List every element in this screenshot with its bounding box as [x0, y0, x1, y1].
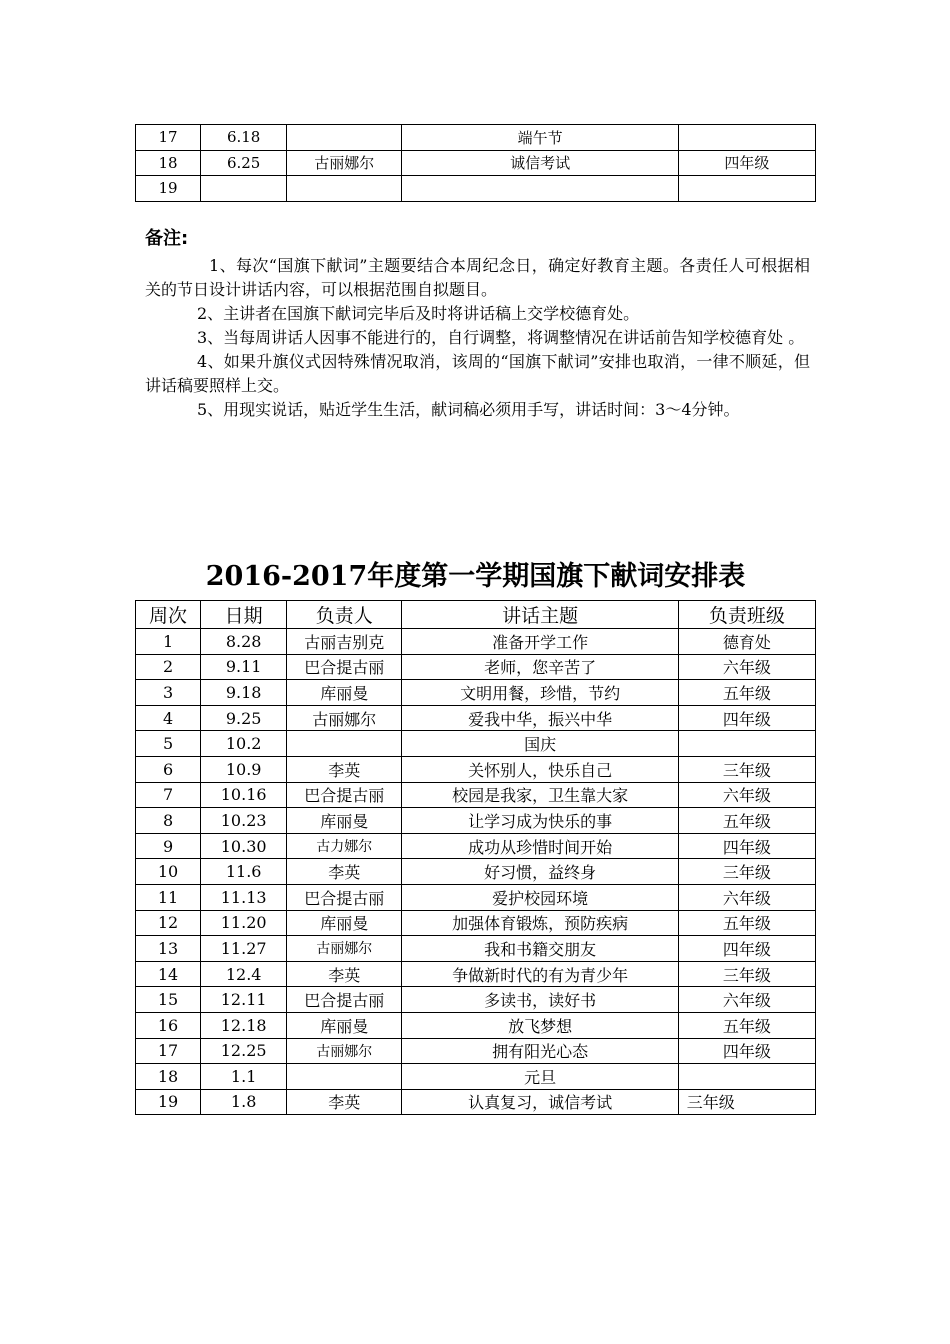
cell-topic: 端午节 [402, 125, 678, 151]
cell-week: 5 [136, 731, 201, 757]
cell-date: 12.4 [201, 961, 287, 987]
cell-date: 9.25 [201, 705, 287, 731]
header-grade: 负责班级 [678, 601, 815, 629]
cell-topic: 拥有阳光心态 [402, 1038, 678, 1064]
cell-week: 6 [136, 756, 201, 782]
cell-person: 李英 [287, 1089, 402, 1115]
cell-grade: 四年级 [678, 833, 815, 859]
cell-topic: 认真复习，诚信考试 [402, 1089, 678, 1115]
continued-schedule-body [136, 125, 816, 202]
cell-person [287, 1064, 402, 1090]
cell-grade: 三年级 [678, 756, 815, 782]
cell-date: 10.2 [201, 731, 287, 757]
table-row [136, 680, 816, 706]
cell-week: 11 [136, 884, 201, 910]
cell-topic: 文明用餐，珍惜，节约 [402, 680, 678, 706]
cell-grade: 三年级 [678, 859, 815, 885]
cell-topic [402, 176, 678, 202]
cell-person: 巴合提古丽 [287, 782, 402, 808]
cell-person: 古力娜尔 [287, 833, 402, 859]
cell-topic-merged: 元旦 [402, 1064, 678, 1090]
cell-grade: 四年级 [678, 1038, 815, 1064]
table-row [136, 1012, 816, 1038]
table-row [136, 808, 816, 834]
schedule-table [135, 600, 816, 1115]
notes-section [145, 226, 810, 422]
cell-date: 8.28 [201, 629, 287, 655]
table-row [136, 1038, 816, 1064]
table-header-row [136, 601, 816, 629]
cell-grade: 五年级 [678, 1012, 815, 1038]
cell-person: 古丽娜尔 [287, 936, 402, 962]
schedule-body [136, 629, 816, 1115]
table-row [136, 910, 816, 936]
cell-week: 14 [136, 961, 201, 987]
cell-person: 李英 [287, 756, 402, 782]
cell-week: 18 [136, 150, 201, 176]
header-topic: 讲话主题 [402, 601, 678, 629]
header-person: 负责人 [287, 601, 402, 629]
cell-topic: 老师，您辛苦了 [402, 654, 678, 680]
cell-grade [678, 176, 815, 202]
table-row [136, 731, 816, 757]
cell-grade [678, 125, 815, 151]
cell-week: 7 [136, 782, 201, 808]
cell-topic: 成功从珍惜时间开始 [402, 833, 678, 859]
cell-topic: 我和书籍交朋友 [402, 936, 678, 962]
cell-week: 19 [136, 1089, 201, 1115]
cell-grade: 德育处 [678, 629, 815, 655]
cell-grade: 四年级 [678, 936, 815, 962]
cell-person: 库丽曼 [287, 680, 402, 706]
cell-grade: 五年级 [678, 680, 815, 706]
cell-date: 10.30 [201, 833, 287, 859]
table-row [136, 1089, 816, 1115]
cell-person: 古丽娜尔 [287, 1038, 402, 1064]
cell-grade: 六年级 [678, 654, 815, 680]
cell-person: 古丽吉别克 [287, 629, 402, 655]
cell-date: 11.13 [201, 884, 287, 910]
cell-date: 12.18 [201, 1012, 287, 1038]
cell-week: 16 [136, 1012, 201, 1038]
cell-date: 6.25 [201, 150, 287, 176]
cell-topic: 加强体育锻炼，预防疾病 [402, 910, 678, 936]
cell-topic: 爱护校园环境 [402, 884, 678, 910]
cell-grade [678, 731, 815, 757]
table-row [136, 859, 816, 885]
cell-grade: 三年级 [678, 961, 815, 987]
cell-week: 19 [136, 176, 201, 202]
cell-week: 10 [136, 859, 201, 885]
cell-week: 9 [136, 833, 201, 859]
notes-heading: 备注: [145, 228, 189, 249]
cell-grade: 三年级 [678, 1089, 815, 1115]
note-item: 4、如果升旗仪式因特殊情况取消，该周的“国旗下献词”安排也取消，一律不顺延，但讲话稿要照样上交。 [145, 352, 810, 395]
cell-person: 李英 [287, 961, 402, 987]
cell-topic: 放飞梦想 [402, 1012, 678, 1038]
cell-grade: 六年级 [678, 884, 815, 910]
cell-grade: 五年级 [678, 808, 815, 834]
cell-week: 3 [136, 680, 201, 706]
table-row [136, 1064, 816, 1090]
table-row [136, 705, 816, 731]
cell-grade: 四年级 [678, 705, 815, 731]
table-row [136, 629, 816, 655]
note-item: 5、用现实说话，贴近学生生活，献词稿必须用手写，讲话时间：3～4分钟。 [197, 400, 740, 419]
cell-date: 9.11 [201, 654, 287, 680]
note-item: 3、当每周讲话人因事不能进行的，自行调整，将调整情况在讲话前告知学校德育处 。 [197, 328, 805, 347]
table-row [136, 125, 816, 151]
cell-date: 11.6 [201, 859, 287, 885]
cell-person [287, 731, 402, 757]
cell-date: 11.20 [201, 910, 287, 936]
cell-week: 12 [136, 910, 201, 936]
cell-date: 10.9 [201, 756, 287, 782]
cell-person: 库丽曼 [287, 910, 402, 936]
cell-week: 1 [136, 629, 201, 655]
cell-date: 10.16 [201, 782, 287, 808]
cell-person: 库丽曼 [287, 1012, 402, 1038]
cell-date: 9.18 [201, 680, 287, 706]
note-item: 2、主讲者在国旗下献词完毕后及时将讲话稿上交学校德育处。 [197, 304, 640, 323]
cell-week: 17 [136, 125, 201, 151]
cell-week: 18 [136, 1064, 201, 1090]
cell-date: 12.25 [201, 1038, 287, 1064]
cell-date: 10.23 [201, 808, 287, 834]
cell-grade: 六年级 [678, 987, 815, 1013]
cell-week: 17 [136, 1038, 201, 1064]
table-row [136, 884, 816, 910]
cell-person [287, 176, 402, 202]
table-row [136, 961, 816, 987]
cell-date: 12.11 [201, 987, 287, 1013]
cell-date: 1.8 [201, 1089, 287, 1115]
cell-topic: 爱我中华，振兴中华 [402, 705, 678, 731]
cell-week: 4 [136, 705, 201, 731]
cell-date: 6.18 [201, 125, 287, 151]
cell-date: 1.1 [201, 1064, 287, 1090]
cell-grade: 六年级 [678, 782, 815, 808]
table-row [136, 782, 816, 808]
cell-topic: 关怀别人，快乐自己 [402, 756, 678, 782]
cell-person: 古丽娜尔 [287, 705, 402, 731]
cell-grade: 五年级 [678, 910, 815, 936]
note-item: 1、每次“国旗下献词”主题要结合本周纪念日，确定好教育主题。各责任人可根据相关的节日设计讲话内容，可以根据范围自拟题目。 [145, 256, 810, 299]
table-row [136, 756, 816, 782]
schedule-title: 2016-2017年度第一学期国旗下献词安排表 [205, 561, 746, 592]
cell-topic: 准备开学工作 [402, 629, 678, 655]
cell-person: 巴合提古丽 [287, 884, 402, 910]
cell-date: 11.27 [201, 936, 287, 962]
table-row [136, 987, 816, 1013]
continued-schedule-table [135, 124, 816, 202]
cell-date [201, 176, 287, 202]
table-row [136, 936, 816, 962]
cell-topic: 多读书，读好书 [402, 987, 678, 1013]
cell-person: 巴合提古丽 [287, 654, 402, 680]
cell-topic: 校园是我家，卫生靠大家 [402, 782, 678, 808]
cell-person [287, 125, 402, 151]
cell-person: 古丽娜尔 [287, 150, 402, 176]
cell-person: 库丽曼 [287, 808, 402, 834]
cell-week: 13 [136, 936, 201, 962]
cell-person: 巴合提古丽 [287, 987, 402, 1013]
cell-week: 8 [136, 808, 201, 834]
cell-topic-merged: 国庆 [402, 731, 678, 757]
cell-grade [678, 1064, 815, 1090]
cell-person: 李英 [287, 859, 402, 885]
table-row [136, 176, 816, 202]
cell-topic: 好习惯，益终身 [402, 859, 678, 885]
header-week: 周次 [136, 601, 201, 629]
cell-topic: 让学习成为快乐的事 [402, 808, 678, 834]
cell-topic: 诚信考试 [402, 150, 678, 176]
table-row [136, 833, 816, 859]
cell-week: 2 [136, 654, 201, 680]
header-date: 日期 [201, 601, 287, 629]
cell-grade: 四年级 [678, 150, 815, 176]
table-row [136, 654, 816, 680]
table-row [136, 150, 816, 176]
cell-week: 15 [136, 987, 201, 1013]
cell-topic: 争做新时代的有为青少年 [402, 961, 678, 987]
